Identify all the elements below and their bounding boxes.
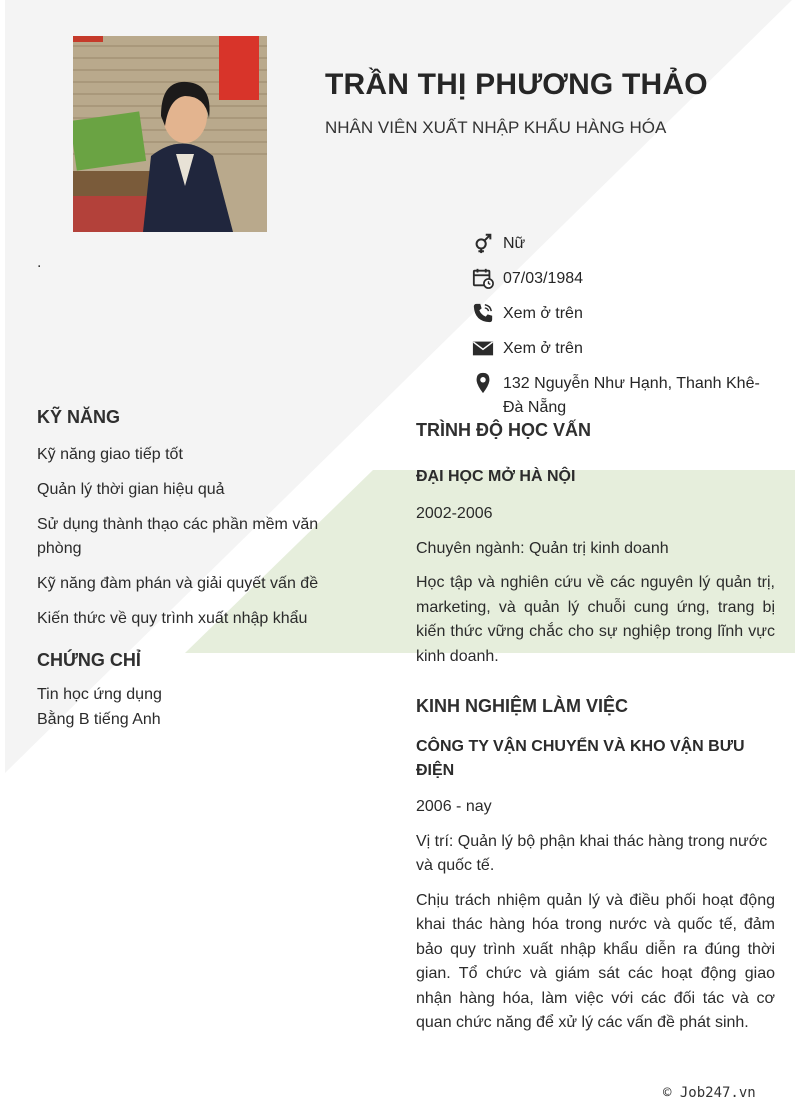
skill-item: Kỹ năng giao tiếp tốt [37,446,183,463]
certificate-item: Tin học ứng dụng [37,686,162,703]
experience-years: 2006 - nay [416,798,492,815]
profile-photo [73,36,267,232]
education-years: 2002-2006 [416,505,493,522]
job-title: NHÂN VIÊN XUẤT NHẬP KHẨU HÀNG HÓA [325,118,667,137]
contact-gender [472,232,762,267]
experience-heading: KINH NGHIỆM LÀM VIỆC [416,696,629,716]
education-major: Chuyên ngành: Quản trị kinh doanh [416,539,669,557]
skill-item: Sử dụng thành thạo các phần mềm văn phòng [37,516,319,557]
phone-value: Xem ở trên [503,305,583,322]
envelope-icon [472,337,494,359]
contact-birthdate [472,267,762,302]
phone-icon [472,302,494,324]
address-value: 132 Nguyễn Như Hạnh, Thanh Khê-Đà Nẵng [503,375,760,416]
contact-email [472,337,762,372]
right-column [416,416,775,1036]
email-value: Xem ở trên [503,340,583,357]
birthdate-value: 07/03/1984 [503,270,584,287]
left-column [37,405,347,732]
gender-value: Nữ [503,235,526,252]
stray-dot: . [37,254,42,271]
skills-list [37,443,347,631]
contact-phone [472,302,762,337]
contact-info [472,232,762,420]
skills-heading: KỸ NĂNG [37,407,121,427]
certificates-list [37,682,347,732]
footer-credit: © Job247.vn [663,1085,756,1101]
contact-address [472,372,762,420]
certificates-section [37,648,347,732]
location-pin-icon [472,372,494,394]
experience-position: Vị trí: Quản lý bộ phận khai thác hàng trong nước và quốc tế. [416,832,768,874]
candidate-name: TRẦN THỊ PHƯƠNG THẢO [325,68,708,101]
skill-item: Kỹ năng đàm phán và giải quyết vấn đề [37,575,319,592]
skill-item: Quản lý thời gian hiệu quả [37,481,225,498]
calendar-icon [472,267,494,289]
education-school: ĐẠI HỌC MỞ HÀ NỘI [416,468,576,485]
experience-company: CÔNG TY VẬN CHUYỂN VÀ KHO VẬN BƯU ĐIỆN [416,738,745,779]
skill-item: Kiến thức về quy trình xuất nhập khẩu [37,610,308,627]
education-heading: TRÌNH ĐỘ HỌC VẤN [416,420,591,440]
education-description: Học tập và nghiên cứu về các nguyên lý quản trị, marketing, và quản lý chuỗi cung ứng, trang bị kiến thức vững chắc cho sự nghiệp trong lĩnh vực kinh doanh. [416,574,775,665]
certificates-heading: CHỨNG CHỈ [37,650,141,670]
experience-description: Chịu trách nhiệm quản lý và điều phối hoạt động khai thác hàng hóa trong nước và quốc tế, đảm bảo quy trình xuất nhập khẩu diễn ra đúng thời gian. Tổ chức và giám sát các hoạt động giao nhận hàng hóa, làm việc với các đối tác và cơ quan chức năng để xử lý các vấn đề phát sinh. [416,891,775,1031]
gender-icon [472,232,494,254]
certificate-item: Bằng B tiếng Anh [37,711,161,728]
